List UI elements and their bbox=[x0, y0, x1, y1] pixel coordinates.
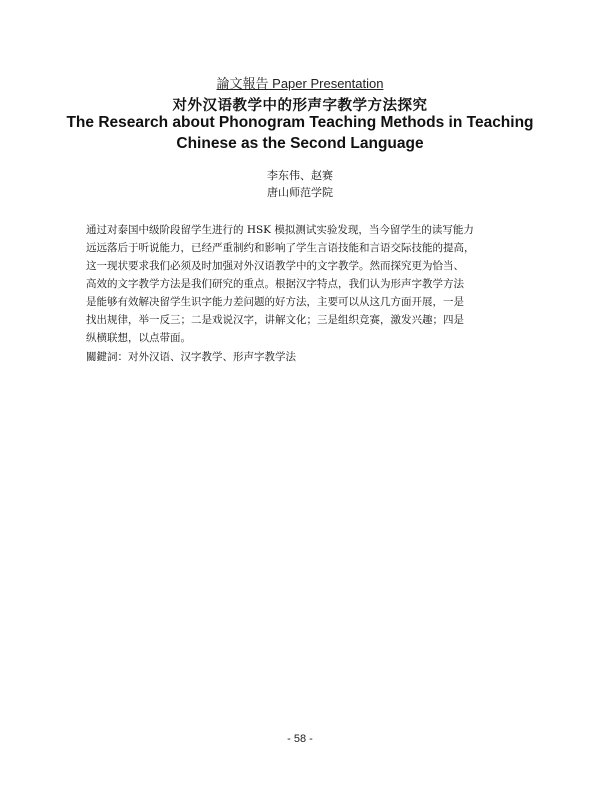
chinese-title: 对外汉语教学中的形声字教学方法探究 bbox=[172, 97, 428, 114]
abstract-line: 纵横联想，以点带面。 bbox=[86, 332, 191, 344]
abstract-paragraph bbox=[86, 221, 518, 347]
keywords-line: 關鍵詞：对外汉语、汉字教学、形声字教学法 bbox=[86, 351, 296, 363]
page-number: - 58 - bbox=[287, 733, 313, 745]
abstract-line: 是能够有效解决留学生识字能力差问题的好方法，主要可以从这几方面开展，一是 bbox=[86, 296, 464, 308]
author-names: 李东伟、赵赛 bbox=[267, 169, 333, 182]
author-affiliation: 唐山师范学院 bbox=[267, 186, 333, 199]
english-title: The Research about Phonogram Teaching Methods in Teaching Chinese as the Second Language bbox=[66, 114, 534, 152]
abstract-line: 找出规律，举一反三；二是戏说汉字，讲解文化；三是组织竞赛，激发兴趣；四是 bbox=[86, 314, 464, 326]
abstract-line: 这一现状要求我们必须及时加强对外汉语教学中的文字教学。然而探究更为恰当、 bbox=[86, 260, 464, 272]
abstract-line: 通过对泰国中级阶段留学生进行的 HSK 模拟测试实验发现，当今留学生的读写能力 bbox=[86, 224, 474, 236]
abstract-line: 高效的文字教学方法是我们研究的重点。根据汉字特点，我们认为形声字教学方法 bbox=[86, 278, 464, 290]
author-block bbox=[0, 167, 600, 201]
abstract-line: 远远落后于听说能力，已经严重制约和影响了学生言语技能和言语交际技能的提高， bbox=[86, 242, 475, 254]
section-label: 論文報告 Paper Presentation bbox=[216, 76, 384, 91]
